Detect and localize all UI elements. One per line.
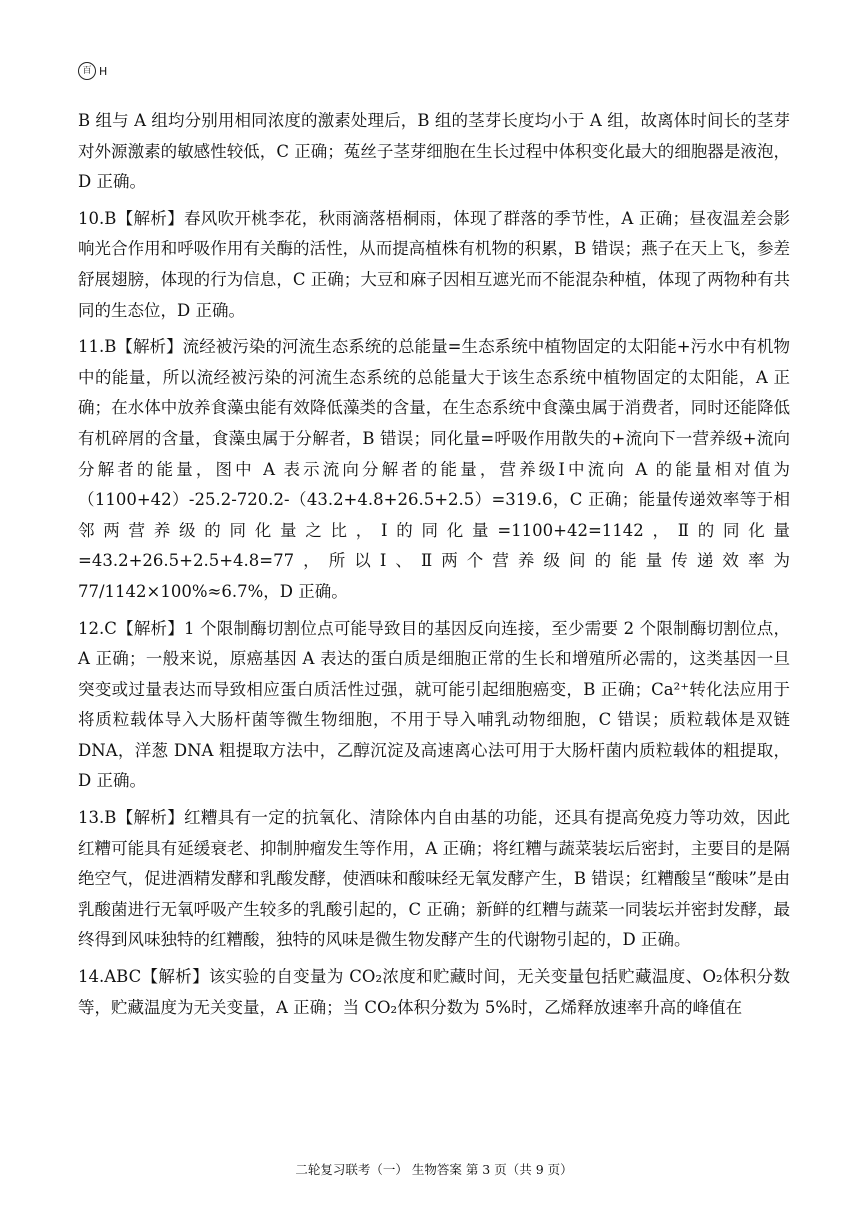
page-footer: 二轮复习联考（一） 生物答案 第 3 页（共 9 页） [295, 1162, 573, 1177]
paragraph-14: 14.ABC【解析】该实验的自变量为 CO₂浓度和贮藏时间，无关变量包括贮藏温度、O₂体积分数等，贮藏温度为无关变量，A 正确；当 CO₂体积分数为 5%时，乙烯释放速率升高的峰值在 [78, 967, 790, 1017]
paragraph-10: 10.B【解析】春风吹开桃李花，秋雨滴落梧桐雨，体现了群落的季节性，A 正确；昼夜温差会影响光合作用和呼吸作用有关酶的活性，从而提高植株有机物的积累，B 错误；燕子在天上飞，参差舒展翅膀，体现的行为信息，C 正确；大豆和麻子因相互遮光而不能混杂种植，体现了两物种有共同的生态位，D 正确。 [78, 208, 790, 320]
logo-letter: H [99, 64, 108, 78]
paragraph-9-continued: B 组与 A 组均分别用相同浓度的激素处理后，B 组的茎芽长度均小于 A 组，故离体时间长的茎芽对外源激素的敏感性较低，C 正确；菟丝子茎芽细胞在生长过程中体积变化最大的细胞器是液泡，D 正确。 [78, 111, 790, 192]
paragraph-11: 11.B【解析】流经被污染的河流生态系统的总能量=生态系统中植物固定的太阳能+污水中有机物中的能量，所以流经被污染的河流生态系统的总能量大于该生态系统中植物固定的太阳能，A 正确；在水体中放养食藻虫能有效降低藻类的含量，在生态系统中食藻虫属于消费者，同时还能降低有机碎屑的含量，食藻虫属于分解者，B 错误；同化量=呼吸作用散失的+流向下一营养级+流向分解者的能量，图中 A 表示流向分解者的能量，营养级Ⅰ中流向 A 的能量相对值为（1100+42）-25.2-720.2-（43.2+4.8+26.5+2.5）=319.6，C 正确；能量传递效率等于相邻两营养级的同化量之比，Ⅰ的同化量=1100+42=1142，Ⅱ的同化量=43.2+26.5+2.5+4.8=77，所以Ⅰ、Ⅱ两个营养级间的能量传递效率为 77/1142×100%≈6.7%，D 正确。 [78, 337, 790, 601]
paragraph-12: 12.C【解析】1 个限制酶切割位点可能导致目的基因反向连接，至少需要 2 个限制酶切割位点，A 正确；一般来说，原癌基因 A 表达的蛋白质是细胞正常的生长和增殖所必需的，这类基因一旦突变或过量表达而导致相应蛋白质活性过强，就可能引起细胞癌变，B 正确；Ca²⁺转化法应用于将质粒载体导入大肠杆菌等微生物细胞，不用于导入哺乳动物细胞，C 错误；质粒载体是双链 DNA，洋葱 DNA 粗提取方法中，乙醇沉淀及高速离心法可用于大肠杆菌内质粒载体的粗提取，D 正确。 [78, 618, 790, 791]
answer-content [78, 106, 790, 1029]
paragraph-13: 13.B【解析】红糟具有一定的抗氧化、清除体内自由基的功能，还具有提高免疫力等功效，因此红糟可能具有延缓衰老、抑制肿瘤发生等作用，A 正确；将红糟与蔬菜装坛后密封，主要目的是隔绝空气，促进酒精发酵和乳酸发酵，使酒味和酸味经无氧发酵产生，B 错误；红糟酸呈“酸味”是由乳酸菌进行无氧呼吸产生较多的乳酸引起的，C 正确；新鲜的红糟与蔬菜一同装坛并密封发酵，最终得到风味独特的红糟酸，独特的风味是微生物发酵产生的代谢物引起的，D 正确。 [78, 808, 790, 950]
publisher-logo [78, 62, 107, 80]
logo-circle-icon: 百 [78, 62, 96, 80]
